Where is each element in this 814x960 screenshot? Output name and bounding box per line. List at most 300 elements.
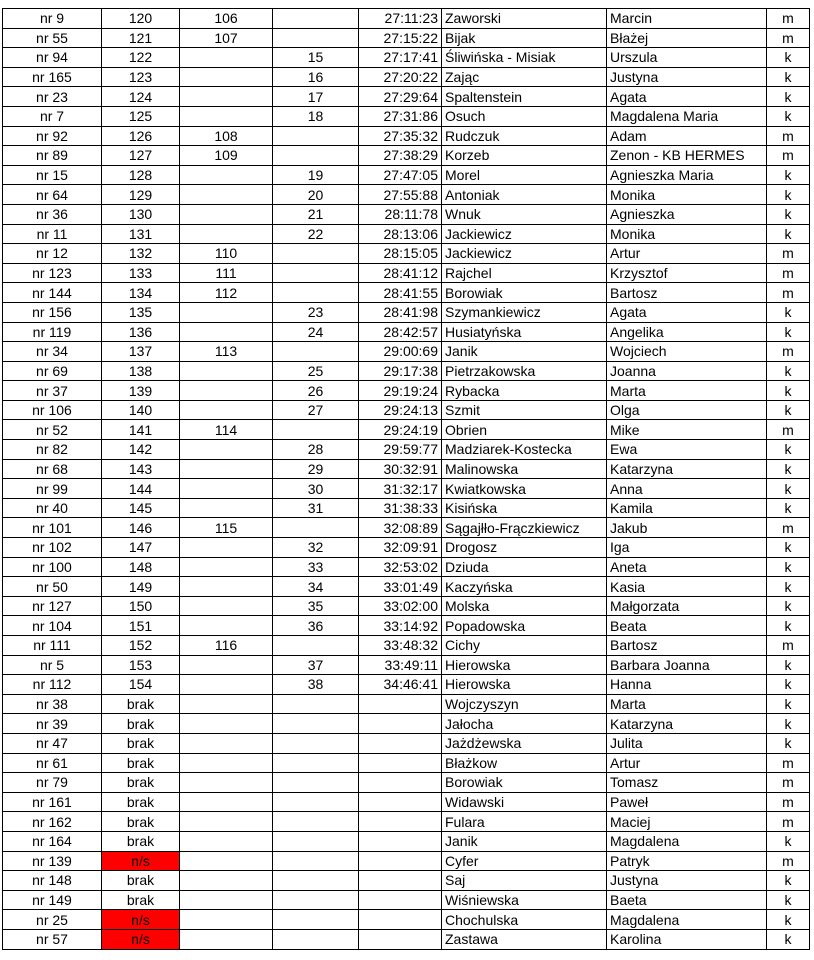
bib-number-cell: nr 36 xyxy=(3,204,102,224)
overall-place-cell: 128 xyxy=(102,165,180,185)
first-name-cell: Joanna xyxy=(607,361,767,381)
bib-number-cell: nr 106 xyxy=(3,400,102,420)
overall-place-cell: 120 xyxy=(102,9,180,29)
men-place-cell: 111 xyxy=(180,263,273,283)
gender-cell: m xyxy=(767,636,810,656)
finish-time-cell: 33:02:00 xyxy=(359,596,442,616)
overall-place-cell: 143 xyxy=(102,459,180,479)
men-place-cell xyxy=(180,87,273,107)
women-place-cell xyxy=(273,714,359,734)
finish-time-cell xyxy=(359,890,442,910)
last-name-cell: Rajchel xyxy=(442,263,607,283)
women-place-cell: 17 xyxy=(273,87,359,107)
first-name-cell: Monika xyxy=(607,224,767,244)
overall-place-cell: brak xyxy=(102,792,180,812)
bib-number-cell: nr 40 xyxy=(3,498,102,518)
table-row xyxy=(3,714,810,734)
overall-place-cell: 150 xyxy=(102,596,180,616)
last-name-cell: Błażkow xyxy=(442,753,607,773)
gender-cell: m xyxy=(767,420,810,440)
men-place-cell xyxy=(180,400,273,420)
overall-place-cell: n/s xyxy=(102,851,180,871)
finish-time-cell: 34:46:41 xyxy=(359,675,442,695)
gender-cell: k xyxy=(767,302,810,322)
men-place-cell: 108 xyxy=(180,126,273,146)
overall-place-cell: 152 xyxy=(102,636,180,656)
women-place-cell xyxy=(273,910,359,930)
gender-cell: k xyxy=(767,557,810,577)
gender-cell: m xyxy=(767,792,810,812)
men-place-cell xyxy=(180,361,273,381)
finish-time-cell: 27:55:88 xyxy=(359,185,442,205)
gender-cell: m xyxy=(767,28,810,48)
men-place-cell xyxy=(180,714,273,734)
finish-time-cell: 27:20:22 xyxy=(359,67,442,87)
finish-time-cell xyxy=(359,851,442,871)
bib-number-cell: nr 50 xyxy=(3,577,102,597)
first-name-cell: Magdalena xyxy=(607,910,767,930)
finish-time-cell: 31:38:33 xyxy=(359,498,442,518)
men-place-cell xyxy=(180,106,273,126)
finish-time-cell: 30:32:91 xyxy=(359,459,442,479)
overall-place-cell: 149 xyxy=(102,577,180,597)
bib-number-cell: nr 15 xyxy=(3,165,102,185)
finish-time-cell: 27:11:23 xyxy=(359,9,442,29)
gender-cell: k xyxy=(767,361,810,381)
men-place-cell xyxy=(180,733,273,753)
gender-cell: k xyxy=(767,616,810,636)
overall-place-cell: 132 xyxy=(102,244,180,264)
first-name-cell: Kasia xyxy=(607,577,767,597)
last-name-cell: Szymankiewicz xyxy=(442,302,607,322)
table-row xyxy=(3,831,810,851)
men-place-cell xyxy=(180,753,273,773)
first-name-cell: Justyna xyxy=(607,67,767,87)
first-name-cell: Kamila xyxy=(607,498,767,518)
finish-time-cell: 27:47:05 xyxy=(359,165,442,185)
finish-time-cell: 31:32:17 xyxy=(359,479,442,499)
bib-number-cell: nr 55 xyxy=(3,28,102,48)
bib-number-cell: nr 102 xyxy=(3,538,102,558)
overall-place-cell: 123 xyxy=(102,67,180,87)
men-place-cell xyxy=(180,67,273,87)
gender-cell: k xyxy=(767,106,810,126)
overall-place-cell: brak xyxy=(102,773,180,793)
table-row xyxy=(3,204,810,224)
last-name-cell: Szmit xyxy=(442,400,607,420)
last-name-cell: Cyfer xyxy=(442,851,607,871)
men-place-cell xyxy=(180,929,273,949)
women-place-cell: 30 xyxy=(273,479,359,499)
bib-number-cell: nr 68 xyxy=(3,459,102,479)
men-place-cell: 114 xyxy=(180,420,273,440)
gender-cell: m xyxy=(767,9,810,29)
table-row xyxy=(3,694,810,714)
bib-number-cell: nr 156 xyxy=(3,302,102,322)
men-place-cell xyxy=(180,440,273,460)
men-place-cell: 110 xyxy=(180,244,273,264)
finish-time-cell: 27:29:64 xyxy=(359,87,442,107)
finish-time-cell: 29:24:19 xyxy=(359,420,442,440)
bib-number-cell: nr 165 xyxy=(3,67,102,87)
bib-number-cell: nr 47 xyxy=(3,733,102,753)
finish-time-cell: 29:00:69 xyxy=(359,342,442,362)
overall-place-cell: 134 xyxy=(102,283,180,303)
gender-cell: m xyxy=(767,851,810,871)
gender-cell: k xyxy=(767,498,810,518)
finish-time-cell: 29:59:77 xyxy=(359,440,442,460)
bib-number-cell: nr 104 xyxy=(3,616,102,636)
last-name-cell: Kisińska xyxy=(442,498,607,518)
overall-place-cell: 136 xyxy=(102,322,180,342)
overall-place-cell: brak xyxy=(102,733,180,753)
bib-number-cell: nr 99 xyxy=(3,479,102,499)
first-name-cell: Karolina xyxy=(607,929,767,949)
women-place-cell: 23 xyxy=(273,302,359,322)
finish-time-cell xyxy=(359,812,442,832)
men-place-cell xyxy=(180,577,273,597)
last-name-cell: Molska xyxy=(442,596,607,616)
women-place-cell xyxy=(273,28,359,48)
table-row xyxy=(3,518,810,538)
last-name-cell: Spaltenstein xyxy=(442,87,607,107)
first-name-cell: Małgorzata xyxy=(607,596,767,616)
finish-time-cell: 28:11:78 xyxy=(359,204,442,224)
gender-cell: k xyxy=(767,224,810,244)
gender-cell: k xyxy=(767,322,810,342)
men-place-cell xyxy=(180,773,273,793)
bib-number-cell: nr 37 xyxy=(3,381,102,401)
finish-time-cell xyxy=(359,831,442,851)
bib-number-cell: nr 111 xyxy=(3,636,102,656)
bib-number-cell: nr 94 xyxy=(3,48,102,68)
finish-time-cell xyxy=(359,929,442,949)
first-name-cell: Urszula xyxy=(607,48,767,68)
gender-cell: k xyxy=(767,538,810,558)
table-row xyxy=(3,910,810,930)
women-place-cell xyxy=(273,773,359,793)
first-name-cell: Agata xyxy=(607,87,767,107)
bib-number-cell: nr 89 xyxy=(3,146,102,166)
table-row xyxy=(3,753,810,773)
overall-place-cell: 142 xyxy=(102,440,180,460)
men-place-cell xyxy=(180,910,273,930)
first-name-cell: Magdalena Maria xyxy=(607,106,767,126)
women-place-cell: 20 xyxy=(273,185,359,205)
last-name-cell: Osuch xyxy=(442,106,607,126)
men-place-cell xyxy=(180,224,273,244)
first-name-cell: Julita xyxy=(607,733,767,753)
women-place-cell: 28 xyxy=(273,440,359,460)
women-place-cell: 19 xyxy=(273,165,359,185)
women-place-cell: 22 xyxy=(273,224,359,244)
finish-time-cell: 28:41:98 xyxy=(359,302,442,322)
gender-cell: k xyxy=(767,459,810,479)
table-row xyxy=(3,146,810,166)
last-name-cell: Janik xyxy=(442,342,607,362)
bib-number-cell: nr 7 xyxy=(3,106,102,126)
first-name-cell: Angelika xyxy=(607,322,767,342)
table-row xyxy=(3,890,810,910)
bib-number-cell: nr 100 xyxy=(3,557,102,577)
first-name-cell: Tomasz xyxy=(607,773,767,793)
table-row xyxy=(3,871,810,891)
table-row xyxy=(3,538,810,558)
finish-time-cell: 27:31:86 xyxy=(359,106,442,126)
finish-time-cell: 27:17:41 xyxy=(359,48,442,68)
first-name-cell: Bartosz xyxy=(607,283,767,303)
first-name-cell: Artur xyxy=(607,753,767,773)
finish-time-cell xyxy=(359,753,442,773)
finish-time-cell: 28:13:06 xyxy=(359,224,442,244)
women-place-cell xyxy=(273,929,359,949)
table-row xyxy=(3,440,810,460)
overall-place-cell: 151 xyxy=(102,616,180,636)
first-name-cell: Wojciech xyxy=(607,342,767,362)
bib-number-cell: nr 149 xyxy=(3,890,102,910)
finish-time-cell: 32:53:02 xyxy=(359,557,442,577)
men-place-cell xyxy=(180,694,273,714)
table-row xyxy=(3,792,810,812)
men-place-cell xyxy=(180,557,273,577)
table-row xyxy=(3,929,810,949)
last-name-cell: Antoniak xyxy=(442,185,607,205)
overall-place-cell: 147 xyxy=(102,538,180,558)
table-row xyxy=(3,224,810,244)
women-place-cell xyxy=(273,636,359,656)
last-name-cell: Janik xyxy=(442,831,607,851)
gender-cell: k xyxy=(767,400,810,420)
women-place-cell xyxy=(273,733,359,753)
table-row xyxy=(3,479,810,499)
bib-number-cell: nr 123 xyxy=(3,263,102,283)
last-name-cell: Madziarek-Kostecka xyxy=(442,440,607,460)
table-row xyxy=(3,244,810,264)
finish-time-cell: 29:17:38 xyxy=(359,361,442,381)
men-place-cell: 107 xyxy=(180,28,273,48)
first-name-cell: Olga xyxy=(607,400,767,420)
overall-place-cell: 141 xyxy=(102,420,180,440)
women-place-cell xyxy=(273,851,359,871)
last-name-cell: Husiatyńska xyxy=(442,322,607,342)
first-name-cell: Maciej xyxy=(607,812,767,832)
bib-number-cell: nr 119 xyxy=(3,322,102,342)
bib-number-cell: nr 57 xyxy=(3,929,102,949)
finish-time-cell xyxy=(359,694,442,714)
first-name-cell: Baeta xyxy=(607,890,767,910)
finish-time-cell: 28:41:12 xyxy=(359,263,442,283)
last-name-cell: Śliwińska - Misiak xyxy=(442,48,607,68)
finish-time-cell xyxy=(359,714,442,734)
men-place-cell xyxy=(180,165,273,185)
men-place-cell xyxy=(180,185,273,205)
first-name-cell: Justyna xyxy=(607,871,767,891)
table-row xyxy=(3,459,810,479)
men-place-cell xyxy=(180,871,273,891)
table-row xyxy=(3,106,810,126)
bib-number-cell: nr 144 xyxy=(3,283,102,303)
table-row xyxy=(3,773,810,793)
last-name-cell: Wojczyszyn xyxy=(442,694,607,714)
men-place-cell xyxy=(180,479,273,499)
gender-cell: m xyxy=(767,812,810,832)
gender-cell: k xyxy=(767,733,810,753)
first-name-cell: Marcin xyxy=(607,9,767,29)
overall-place-cell: brak xyxy=(102,714,180,734)
last-name-cell: Wiśniewska xyxy=(442,890,607,910)
men-place-cell xyxy=(180,675,273,695)
overall-place-cell: 153 xyxy=(102,655,180,675)
women-place-cell: 21 xyxy=(273,204,359,224)
overall-place-cell: 122 xyxy=(102,48,180,68)
bib-number-cell: nr 164 xyxy=(3,831,102,851)
overall-place-cell: 124 xyxy=(102,87,180,107)
men-place-cell xyxy=(180,890,273,910)
first-name-cell: Krzysztof xyxy=(607,263,767,283)
men-place-cell xyxy=(180,459,273,479)
overall-place-cell: brak xyxy=(102,871,180,891)
last-name-cell: Hierowska xyxy=(442,675,607,695)
overall-place-cell: 144 xyxy=(102,479,180,499)
last-name-cell: Jackiewicz xyxy=(442,244,607,264)
last-name-cell: Popadowska xyxy=(442,616,607,636)
gender-cell: k xyxy=(767,577,810,597)
overall-place-cell: 133 xyxy=(102,263,180,283)
table-row xyxy=(3,400,810,420)
men-place-cell xyxy=(180,792,273,812)
overall-place-cell: n/s xyxy=(102,929,180,949)
last-name-cell: Borowiak xyxy=(442,283,607,303)
overall-place-cell: 121 xyxy=(102,28,180,48)
first-name-cell: Marta xyxy=(607,694,767,714)
overall-place-cell: 135 xyxy=(102,302,180,322)
finish-time-cell: 33:49:11 xyxy=(359,655,442,675)
table-row xyxy=(3,342,810,362)
bib-number-cell: nr 82 xyxy=(3,440,102,460)
gender-cell: k xyxy=(767,910,810,930)
first-name-cell: Hanna xyxy=(607,675,767,695)
women-place-cell: 16 xyxy=(273,67,359,87)
men-place-cell: 106 xyxy=(180,9,273,29)
overall-place-cell: brak xyxy=(102,890,180,910)
overall-place-cell: 127 xyxy=(102,146,180,166)
men-place-cell xyxy=(180,616,273,636)
last-name-cell: Kaczyńska xyxy=(442,577,607,597)
men-place-cell xyxy=(180,831,273,851)
results-table-body xyxy=(3,9,810,950)
last-name-cell: Saj xyxy=(442,871,607,891)
men-place-cell xyxy=(180,48,273,68)
first-name-cell: Zenon - KB HERMES xyxy=(607,146,767,166)
men-place-cell: 109 xyxy=(180,146,273,166)
gender-cell: k xyxy=(767,185,810,205)
gender-cell: k xyxy=(767,714,810,734)
bib-number-cell: nr 9 xyxy=(3,9,102,29)
first-name-cell: Beata xyxy=(607,616,767,636)
women-place-cell xyxy=(273,342,359,362)
gender-cell: k xyxy=(767,596,810,616)
gender-cell: k xyxy=(767,87,810,107)
bib-number-cell: nr 148 xyxy=(3,871,102,891)
women-place-cell: 32 xyxy=(273,538,359,558)
overall-place-cell: 131 xyxy=(102,224,180,244)
bib-number-cell: nr 34 xyxy=(3,342,102,362)
gender-cell: k xyxy=(767,890,810,910)
finish-time-cell xyxy=(359,792,442,812)
table-row xyxy=(3,577,810,597)
last-name-cell: Dziuda xyxy=(442,557,607,577)
bib-number-cell: nr 112 xyxy=(3,675,102,695)
table-row xyxy=(3,87,810,107)
finish-time-cell: 32:08:89 xyxy=(359,518,442,538)
first-name-cell: Magdalena xyxy=(607,831,767,851)
last-name-cell: Zając xyxy=(442,67,607,87)
gender-cell: k xyxy=(767,675,810,695)
bib-number-cell: nr 61 xyxy=(3,753,102,773)
first-name-cell: Błażej xyxy=(607,28,767,48)
last-name-cell: Chochulska xyxy=(442,910,607,930)
first-name-cell: Katarzyna xyxy=(607,714,767,734)
table-row xyxy=(3,185,810,205)
bib-number-cell: nr 92 xyxy=(3,126,102,146)
women-place-cell: 33 xyxy=(273,557,359,577)
table-row xyxy=(3,302,810,322)
gender-cell: m xyxy=(767,773,810,793)
women-place-cell: 26 xyxy=(273,381,359,401)
last-name-cell: Bijak xyxy=(442,28,607,48)
finish-time-cell: 33:01:49 xyxy=(359,577,442,597)
women-place-cell xyxy=(273,146,359,166)
women-place-cell: 34 xyxy=(273,577,359,597)
overall-place-cell: brak xyxy=(102,694,180,714)
women-place-cell: 29 xyxy=(273,459,359,479)
first-name-cell: Paweł xyxy=(607,792,767,812)
first-name-cell: Artur xyxy=(607,244,767,264)
women-place-cell: 31 xyxy=(273,498,359,518)
men-place-cell xyxy=(180,596,273,616)
bib-number-cell: nr 38 xyxy=(3,694,102,714)
last-name-cell: Borowiak xyxy=(442,773,607,793)
gender-cell: k xyxy=(767,381,810,401)
bib-number-cell: nr 139 xyxy=(3,851,102,871)
gender-cell: m xyxy=(767,244,810,264)
women-place-cell: 25 xyxy=(273,361,359,381)
table-row xyxy=(3,126,810,146)
finish-time-cell: 33:14:92 xyxy=(359,616,442,636)
finish-time-cell: 29:19:24 xyxy=(359,381,442,401)
gender-cell: k xyxy=(767,204,810,224)
last-name-cell: Sągajłło-Frączkiewicz xyxy=(442,518,607,538)
last-name-cell: Jażdżewska xyxy=(442,733,607,753)
last-name-cell: Korzeb xyxy=(442,146,607,166)
women-place-cell xyxy=(273,244,359,264)
finish-time-cell: 28:41:55 xyxy=(359,283,442,303)
table-row xyxy=(3,851,810,871)
bib-number-cell: nr 162 xyxy=(3,812,102,832)
last-name-cell: Cichy xyxy=(442,636,607,656)
overall-place-cell: 125 xyxy=(102,106,180,126)
overall-place-cell: 126 xyxy=(102,126,180,146)
bib-number-cell: nr 101 xyxy=(3,518,102,538)
last-name-cell: Widawski xyxy=(442,792,607,812)
gender-cell: m xyxy=(767,518,810,538)
table-row xyxy=(3,361,810,381)
table-row xyxy=(3,596,810,616)
table-row xyxy=(3,283,810,303)
men-place-cell: 113 xyxy=(180,342,273,362)
women-place-cell xyxy=(273,890,359,910)
women-place-cell xyxy=(273,694,359,714)
